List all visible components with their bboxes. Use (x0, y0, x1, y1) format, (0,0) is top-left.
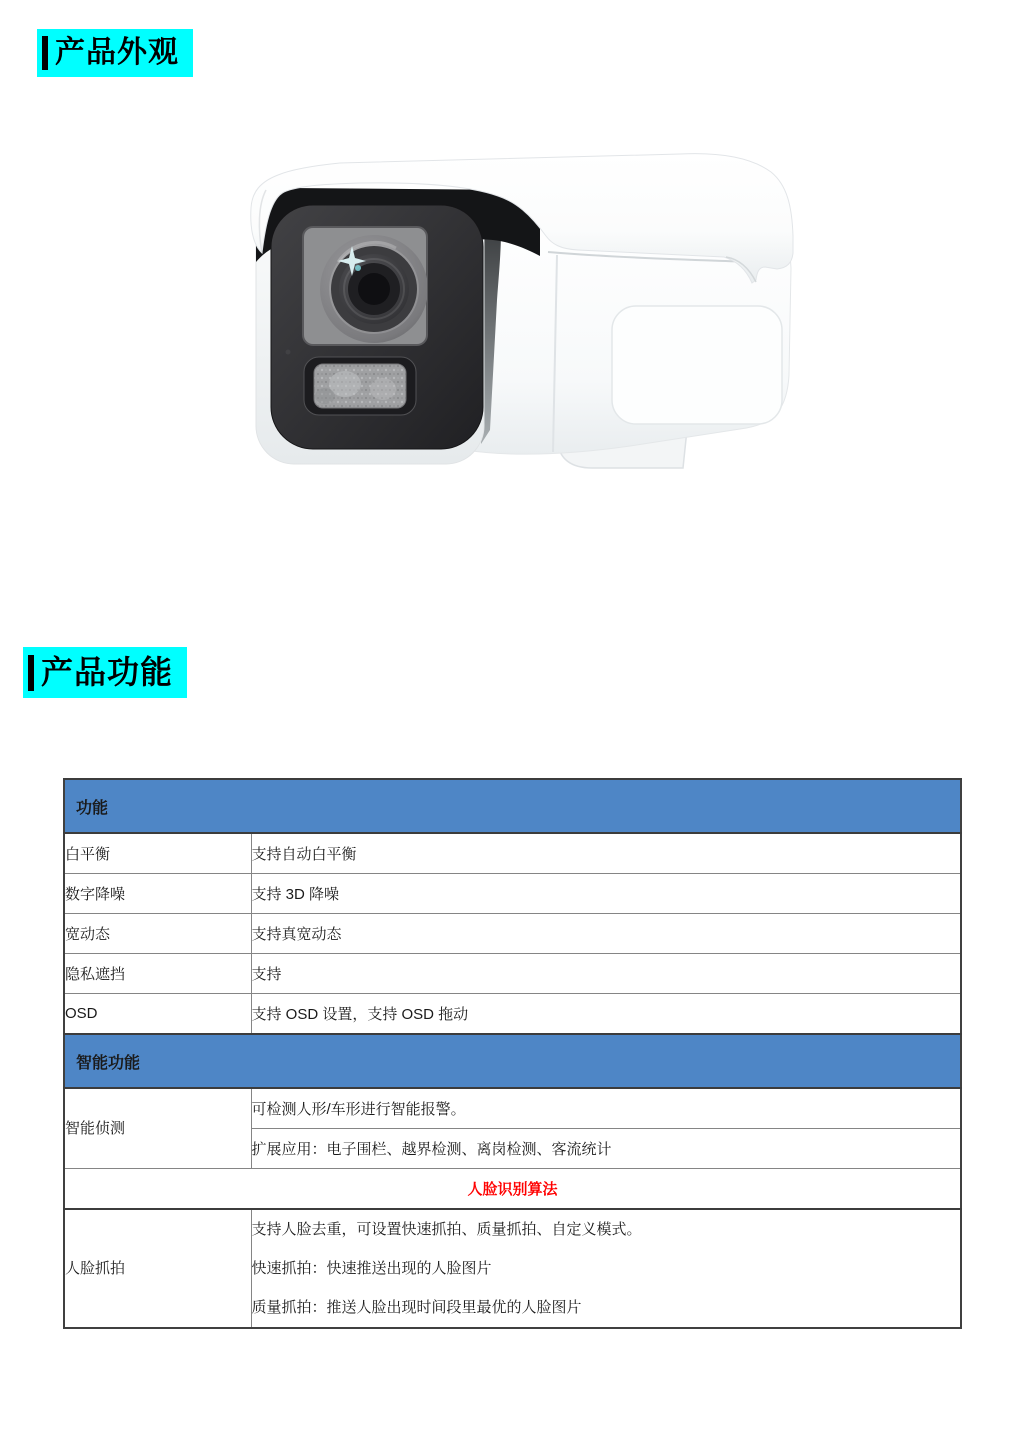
table-row (64, 994, 961, 1035)
feature-label: 隐私遮挡 (64, 954, 251, 994)
group-header-label: 功能 (64, 779, 961, 833)
group-header-label: 智能功能 (64, 1034, 961, 1088)
feature-label: 宽动态 (64, 914, 251, 954)
feature-label: 数字降噪 (64, 874, 251, 914)
feature-value: 支持 OSD 设置，支持 OSD 拖动 (251, 994, 961, 1035)
feature-value-line: 质量抓拍：推送人脸出现时间段里最优的人脸图片 (251, 1299, 582, 1316)
table-row (64, 954, 961, 994)
feature-label: 人脸抓拍 (64, 1209, 251, 1328)
product-photo (245, 148, 805, 480)
camera-lens (303, 227, 428, 345)
camera-ir-illuminator (304, 357, 416, 415)
table-banner-row (64, 1169, 961, 1210)
feature-value-line: 快速抓拍：快速推送出现的人脸图片 (251, 1260, 492, 1277)
feature-label: 智能侦测 (64, 1088, 251, 1169)
feature-label: 白平衡 (64, 833, 251, 874)
table-row (64, 1088, 961, 1129)
feature-value: 支持 3D 降噪 (251, 874, 961, 914)
section-title-appearance (37, 29, 193, 77)
feature-value-line: 支持人脸去重，可设置快速抓拍、质量抓拍、自定义模式。 (251, 1221, 642, 1238)
table-row (64, 874, 961, 914)
feature-value-multiline (251, 1209, 961, 1328)
table-row (64, 914, 961, 954)
feature-value: 支持 (251, 954, 961, 994)
section-title-features (23, 647, 187, 698)
feature-value: 支持自动白平衡 (251, 833, 961, 874)
section-title-appearance-text: 产品外观 (42, 36, 179, 70)
feature-value: 支持真宽动态 (251, 914, 961, 954)
feature-value: 扩展应用：电子围栏、越界检测、离岗检测、客流统计 (251, 1129, 961, 1169)
feature-table (63, 778, 962, 1329)
mic-hole (286, 350, 291, 355)
table-row (64, 833, 961, 874)
section-title-features-text: 产品功能 (28, 655, 173, 691)
feature-label: OSD (64, 994, 251, 1035)
algorithm-banner-text: 人脸识别算法 (64, 1169, 961, 1210)
table-group-header-basic (64, 779, 961, 833)
table-row (64, 1209, 961, 1328)
feature-value: 可检测人形/车形进行智能报警。 (251, 1088, 961, 1129)
table-group-header-smart (64, 1034, 961, 1088)
